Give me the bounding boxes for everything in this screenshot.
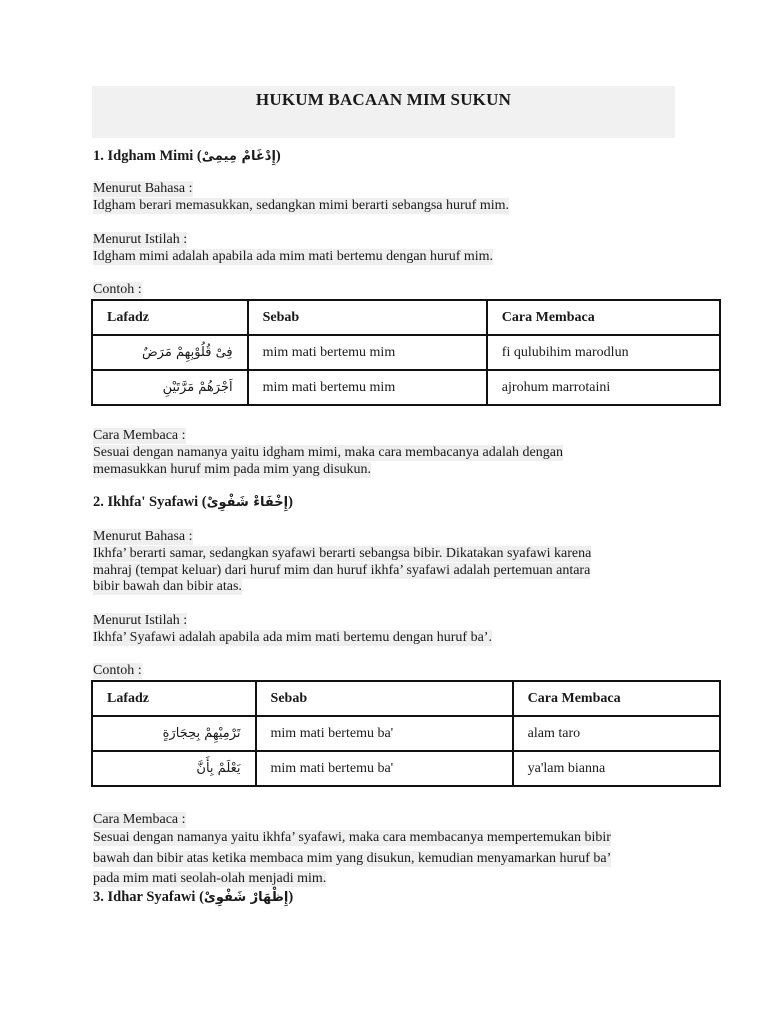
section-1-heading-text: 1. Idgham Mimi ( <box>93 148 202 164</box>
table-cell-lafadz: تَرْمِيْهِمْ بِحِجَارَةٍ <box>92 716 256 751</box>
section-2-heading <box>93 494 293 511</box>
table-cell-lafadz: يَعْلَمْ بِأَنَّ <box>92 751 256 786</box>
table-header-cell: Sebab <box>256 681 513 716</box>
section-1-bahasa-text: Idgham berari memasukkan, sedangkan mimi berarti sebangsa huruf mim. <box>93 198 509 213</box>
section-3-heading <box>93 889 293 906</box>
section-2-contoh-label: Contoh : <box>93 663 142 678</box>
table-cell-sebab: mim mati bertemu ba' <box>256 716 513 751</box>
section-1-istilah-label: Menurut Istilah : <box>93 232 188 247</box>
section-3-heading-close: ) <box>288 889 294 905</box>
section-1-table <box>91 299 721 406</box>
section-3-heading-arabic: إِظْهَارْ شَفْوِىْ <box>203 890 289 905</box>
section-2-cara-text-2: bawah dan bibir atas ketika membaca mim yang disukun, kemudian menyamarkan huruf ba’ <box>93 851 612 866</box>
section-2-bahasa-text-1: Ikhfa’ berarti samar, sedangkan syafawi berarti sebangsa bibir. Dikatakan syafawi karena <box>93 546 592 561</box>
table-row <box>92 370 720 405</box>
table-row <box>92 751 720 786</box>
title-box <box>92 86 675 138</box>
table-header-row <box>92 300 720 335</box>
section-2-heading-text: 2. Ikhfa' Syafawi ( <box>93 494 207 510</box>
table-header-cell: Lafadz <box>92 300 248 335</box>
section-1-heading <box>93 148 281 165</box>
section-3-heading-text: 3. Idhar Syafawi ( <box>93 889 204 905</box>
section-2-istilah-text: Ikhfa’ Syafawi adalah apabila ada mim mati bertemu dengan huruf ba’. <box>93 630 492 645</box>
section-2-cara-label: Cara Membaca : <box>93 812 186 827</box>
section-2-bahasa-text-2: mahraj (tempat keluar) dari huruf mim dan huruf ikhfa’ syafawi adalah pertemuan antara <box>93 563 591 578</box>
table-cell-sebab: mim mati bertemu mim <box>248 335 487 370</box>
section-1-cara-text-1: Sesuai dengan namanya yaitu idgham mimi, maka cara membacanya adalah dengan <box>93 445 563 460</box>
section-1-contoh-label: Contoh : <box>93 282 142 297</box>
table-cell-cara: ajrohum marrotaini <box>487 370 720 405</box>
section-1-heading-close: ) <box>275 148 281 164</box>
table-header-cell: Cara Membaca <box>513 681 720 716</box>
table-header-cell: Lafadz <box>92 681 256 716</box>
section-2-table <box>91 680 721 787</box>
table-header-row <box>92 681 720 716</box>
table-header-cell: Sebab <box>248 300 487 335</box>
table-cell-sebab: mim mati bertemu mim <box>248 370 487 405</box>
section-2-cara-text-3: pada mim mati seolah-olah menjadi mim. <box>93 871 327 886</box>
section-1-cara-label: Cara Membaca : <box>93 428 186 443</box>
section-2-bahasa-text-3: bibir bawah dan bibir atas. <box>93 579 242 594</box>
page-title: HUKUM BACAAN MIM SUKUN <box>255 90 512 109</box>
table-cell-lafadz: فِىْ قُلُوْبِهِمْ مَرَضٌ <box>92 335 248 370</box>
section-2-heading-close: ) <box>288 494 293 510</box>
table-row <box>92 335 720 370</box>
section-1-bahasa-label: Menurut Bahasa : <box>93 181 193 196</box>
table-cell-cara: alam taro <box>513 716 720 751</box>
table-cell-cara: ya'lam bianna <box>513 751 720 786</box>
section-2-istilah-label: Menurut Istilah : <box>93 613 188 628</box>
table-row <box>92 716 720 751</box>
section-1-cara-text-2: memasukkan huruf mim pada mim yang disukun. <box>93 462 372 477</box>
table-header-cell: Cara Membaca <box>487 300 720 335</box>
table-cell-lafadz: اَجْرَهُمْ مَرَّتَيْنِ <box>92 370 248 405</box>
table-cell-cara: fi qulubihim marodlun <box>487 335 720 370</box>
section-2-bahasa-label: Menurut Bahasa : <box>93 529 193 544</box>
section-2-cara-text-1: Sesuai dengan namanya yaitu ikhfa’ syafawi, maka cara membacanya mempertemukan bibir <box>93 830 611 845</box>
section-1-heading-arabic: إِدْغَامْ مِيمِىْ <box>201 149 276 164</box>
table-cell-sebab: mim mati bertemu ba' <box>256 751 513 786</box>
section-2-heading-arabic: إِخْفَاءْ شَفْوِىْ <box>206 495 289 510</box>
section-1-istilah-text: Idgham mimi adalah apabila ada mim mati bertemu dengan huruf mim. <box>93 249 494 264</box>
